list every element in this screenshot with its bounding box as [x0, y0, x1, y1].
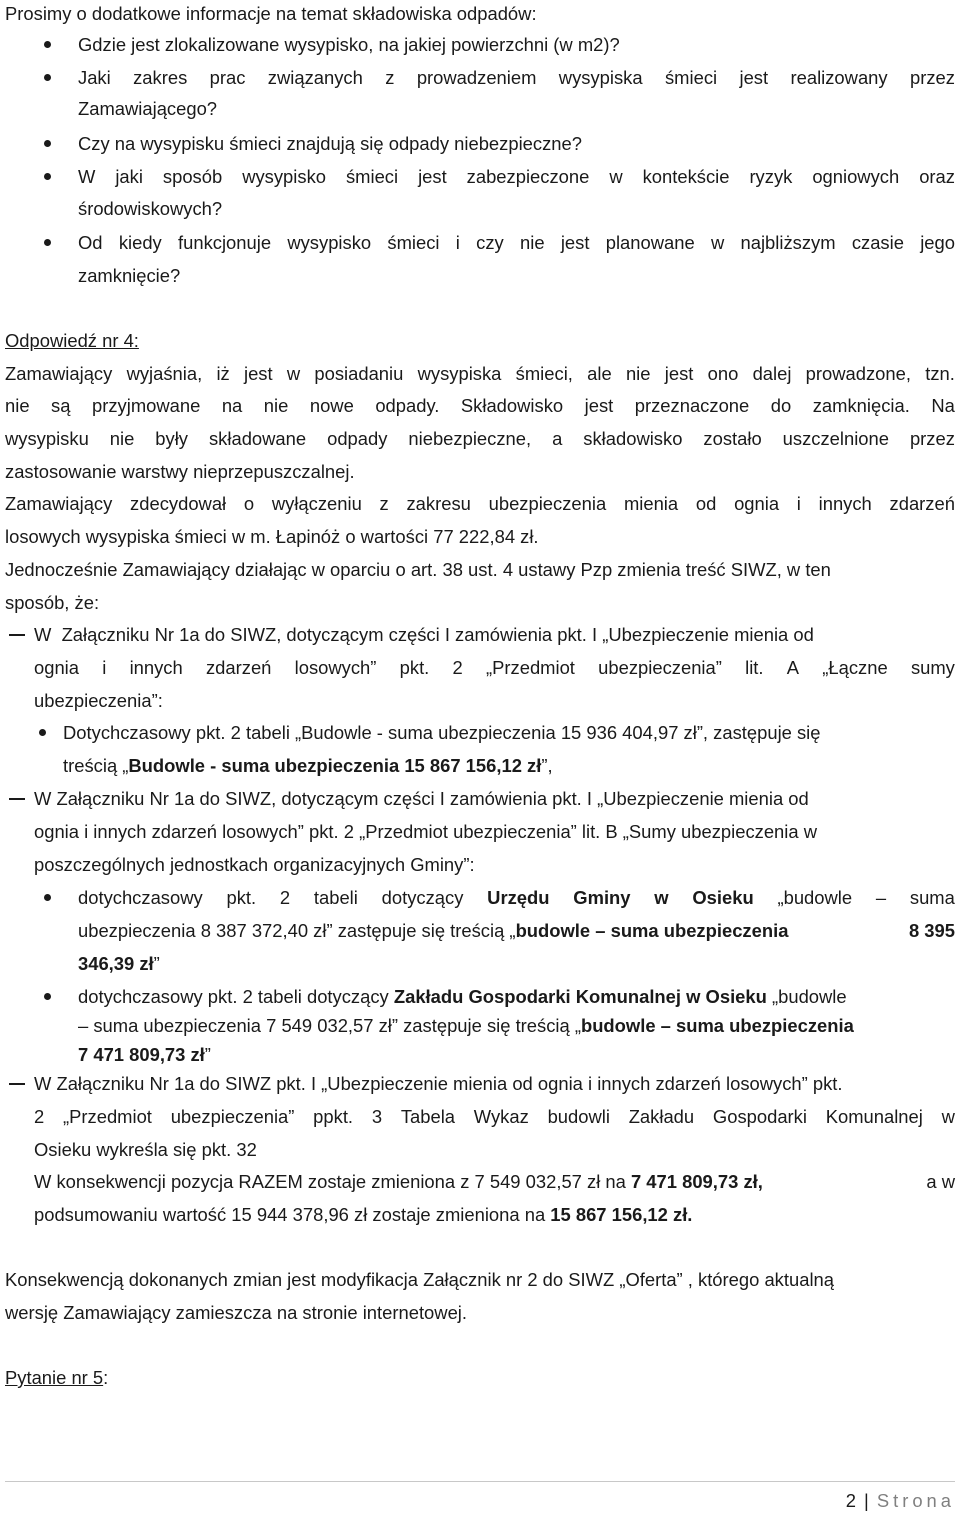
text-run: i [796, 493, 801, 514]
dash-icon [9, 1083, 25, 1085]
page-footer [846, 1490, 955, 1512]
footer-divider [5, 1481, 955, 1482]
bullet-icon [44, 41, 51, 48]
text-run: zakresu [406, 493, 471, 514]
text-run: w [710, 232, 725, 253]
text-run: i [455, 232, 460, 253]
text-run: podsumowaniu wartość 15 944 378,96 zł zostaje zmieniona na [34, 1204, 551, 1225]
text-run: przez [909, 428, 955, 449]
question-2-line-2: Zamawiającego? [78, 98, 218, 119]
text-run: – [875, 887, 887, 908]
text-run: posiadaniu [314, 363, 404, 384]
text-run: 2 [279, 887, 291, 908]
text-run: śmieci, [515, 363, 573, 384]
text-run: czasie [851, 232, 904, 253]
answer-p2-line-1 [5, 493, 955, 515]
text-run: kontekście [642, 166, 730, 187]
text-run: zamknięcia. [812, 395, 910, 416]
text-run: 2 [34, 1106, 45, 1127]
answer-p3-line-2: sposób, że: [5, 592, 100, 613]
text-run: ono [707, 363, 739, 384]
footer-separator: | [864, 1490, 869, 1511]
text-run: ppkt. [313, 1106, 354, 1127]
text-run: śmieci [345, 166, 399, 187]
text-run: ubezpieczenia” [170, 1106, 295, 1127]
answer-p1-line-1 [5, 363, 955, 385]
answer-p1-line-4: zastosowanie warstwy nieprzepuszczalnej. [5, 461, 355, 482]
text-run: prowadzone, [805, 363, 911, 384]
bullet-icon [39, 729, 46, 736]
text-run: a w [926, 1171, 955, 1192]
closing-line-2: wersję Zamawiający zamieszcza na stronie internetowej. [5, 1302, 467, 1323]
text-run: nie [520, 232, 545, 253]
text-run: zdarzeń [205, 657, 272, 678]
text-run: ” [153, 953, 160, 974]
change-2-bullet-1-line-2 [78, 920, 955, 942]
text-run: zakres [133, 67, 188, 88]
text-run: sposób [162, 166, 223, 187]
bold-text: 7 471 809,73 zł [78, 1044, 205, 1065]
closing-line-1 [5, 1269, 955, 1291]
text-run: jest [584, 395, 614, 416]
change-1-line-3: ubezpieczenia”: [34, 690, 163, 711]
text-run: ubezpieczenia 8 387 372,40 zł” zastępuje się treścią „budowle – suma ubezpieczenia [78, 920, 789, 941]
text-run: składowisko [583, 428, 683, 449]
text-run: składowane [208, 428, 307, 449]
text-run: oraz [919, 166, 955, 187]
bold-text: Gminy [573, 887, 631, 908]
change-2-line-1 [34, 788, 955, 810]
text-run: wyjaśnia, [126, 363, 203, 384]
bullet-icon [44, 239, 51, 246]
dash-icon [9, 634, 25, 636]
text-run: funkcjonuje [178, 232, 272, 253]
text-run: jest [418, 166, 447, 187]
question-5-line-1 [78, 232, 955, 254]
page-label: Strona [876, 1490, 955, 1511]
text-run: zdarzeń [889, 493, 955, 514]
text-run: lit. [745, 657, 764, 678]
answer-heading [5, 330, 955, 352]
text-run: wysypisko [287, 232, 372, 253]
question-2-line-1 [78, 67, 955, 89]
next-question-heading-text: Pytanie nr 5 [5, 1367, 104, 1388]
text-run: dotychczasowy [78, 887, 203, 908]
text-run: innych [818, 493, 872, 514]
text-run: W Załączniku Nr 1a do SIWZ, dotyczącym części I zamówienia pkt. I „Ubezpieczenie mienia od [34, 624, 814, 645]
text-run: Od [78, 232, 103, 253]
text-run: odpady. [375, 395, 440, 416]
change-3-line-2 [34, 1106, 955, 1128]
text-run: przeznaczone [634, 395, 750, 416]
text-run: jest [739, 67, 769, 88]
text-run: W Załączniku Nr 1a do SIWZ, dotyczącym części I zamówienia pkt. I „Ubezpieczenie mienia od [34, 788, 809, 809]
text-run: do [770, 395, 792, 416]
text-run: a [552, 428, 563, 449]
bullet-icon [44, 993, 51, 1000]
text-run: ”, [541, 755, 553, 776]
text-run: ogniowych [812, 166, 900, 187]
text-run: zdecydował [130, 493, 227, 514]
text-run: 3 [371, 1106, 383, 1127]
bold-text: 8 395 [908, 920, 955, 941]
bullet-icon [44, 74, 51, 81]
text-run: „budowle [766, 986, 847, 1007]
text-run: Składowisko [460, 395, 564, 416]
next-question-heading [5, 1367, 955, 1389]
question-4-line-1 [78, 166, 955, 188]
text-run: dotychczasowy pkt. 2 tabeli dotyczący [78, 986, 394, 1007]
text-run: ale [587, 363, 612, 384]
text-run: treścią „ [63, 755, 129, 776]
text-run: niebezpieczne, [408, 428, 532, 449]
text-run: ubezpieczenia [488, 493, 607, 514]
bullet-icon [44, 894, 51, 901]
change-3-line-3: Osieku wykreśla się pkt. 32 [34, 1139, 257, 1160]
text-run: dalej [752, 363, 792, 384]
text-run: Na [931, 395, 955, 416]
answer-heading-text: Odpowiedź nr 4: [5, 330, 139, 351]
text-run: W Załączniku Nr 1a do SIWZ pkt. I „Ubezpieczenie mienia od ognia i innych zdarzeń losowych” pkt. [34, 1073, 843, 1094]
change-2-line-2 [34, 821, 955, 843]
bold-text: Osieku [692, 887, 754, 908]
text-run: z [385, 67, 395, 88]
text-run: tzn. [925, 363, 955, 384]
text-run: nowe [309, 395, 354, 416]
text-run: innych [129, 657, 183, 678]
dash-icon [9, 798, 25, 800]
text-run: Zamawiający [5, 363, 113, 384]
text-run: jest [560, 232, 590, 253]
text-run: zostało [703, 428, 762, 449]
text-run: pkt. [399, 657, 430, 678]
change-3-line-4 [34, 1171, 955, 1193]
text-run: iż [216, 363, 230, 384]
text-run: przez [909, 67, 955, 88]
text-run: z [379, 493, 389, 514]
text-run: nie [263, 395, 289, 416]
text-run: są [51, 395, 71, 416]
question-4-line-2: środowiskowych? [78, 198, 223, 219]
bold-text: 7 471 809,73 zł, [630, 1171, 763, 1192]
text-run: tabeli [313, 887, 358, 908]
text-run: czy [476, 232, 504, 253]
text-run: w [941, 1106, 955, 1127]
text-run: wysypisku [5, 428, 89, 449]
text-run: suma [909, 887, 955, 908]
bold-text: budowle – suma ubezpieczenia [515, 920, 789, 941]
text-run: A [786, 657, 800, 678]
change-1-bullet-line-1 [63, 722, 955, 744]
change-3-line-1 [34, 1073, 955, 1095]
bold-text: 346,39 zł [78, 953, 154, 974]
change-2-line-3: poszczególnych jednostkach organizacyjnych Gminy”: [34, 854, 475, 875]
text-run: śmieci [387, 232, 440, 253]
text-run: były [155, 428, 189, 449]
text-run: jest [243, 363, 273, 384]
text-run: ” [204, 1044, 211, 1065]
text-run: wyłączeniu [271, 493, 362, 514]
text-run: i [102, 657, 107, 678]
text-run: nie [625, 363, 651, 384]
question-3: Czy na wysypisku śmieci znajdują się odpady niebezpieczne? [78, 133, 582, 154]
text-run: zabezpieczone [466, 166, 590, 187]
bold-text: Zakładu Gospodarki Komunalnej w Osieku [393, 986, 767, 1007]
text-run: uszczelnione [782, 428, 889, 449]
answer-p3-line-1 [5, 559, 955, 581]
text-run: realizowany [790, 67, 888, 88]
text-run: „budowle [777, 887, 853, 908]
text-run: budowli [547, 1106, 610, 1127]
text-run: nie [5, 395, 30, 416]
text-run: w [609, 166, 623, 187]
text-run: jest [664, 363, 694, 384]
text-run: 2 [452, 657, 463, 678]
answer-p1-line-2 [5, 395, 955, 417]
text-run: najbliższym [740, 232, 836, 253]
text-run: losowych” [294, 657, 377, 678]
change-1-line-2 [34, 657, 955, 679]
text-run: Zamawiający [5, 493, 113, 514]
next-question-heading-colon: : [103, 1367, 109, 1388]
text-run: „Przedmiot [63, 1106, 152, 1127]
change-2-bullet-1-line-3 [78, 953, 955, 975]
text-run: w [286, 363, 301, 384]
bullet-icon [44, 173, 51, 180]
change-2-bullet-1-line-1 [78, 887, 955, 909]
text-run: wysypisko [242, 166, 326, 187]
text-run: wysypiska [558, 67, 643, 88]
text-run: jego [920, 232, 955, 253]
text-run: Zakładu [628, 1106, 695, 1127]
page-number: 2 [845, 1490, 857, 1511]
change-2-bullet-2-line-1 [78, 986, 955, 1008]
change-3-line-5 [34, 1204, 955, 1226]
bullet-icon [44, 140, 51, 147]
text-run: W [78, 166, 96, 187]
answer-p2-line-2: losowych wysypiska śmieci w m. Łapinóż o wartości 77 222,84 zł. [5, 526, 539, 547]
bold-text: 15 867 156,12 zł. [550, 1204, 693, 1225]
text-run: kiedy [118, 232, 162, 253]
text-run: jaki [115, 166, 143, 187]
text-run: sumy [910, 657, 955, 678]
change-1-line-1 [34, 624, 955, 646]
bold-text: Urzędu [487, 887, 550, 908]
text-run: Jaki [78, 67, 111, 88]
text-run: „Przedmiot [486, 657, 575, 678]
text-run: śmieci [664, 67, 718, 88]
text-run: Dotychczasowy pkt. 2 tabeli „Budowle - suma ubezpieczenia 15 936 404,97 zł”, zastępuje się [63, 722, 821, 743]
change-2-bullet-2-line-2 [78, 1015, 955, 1037]
text-run: nie [109, 428, 135, 449]
text-run: wysypiska [417, 363, 502, 384]
text-run: W konsekwencji pozycja RAZEM zostaje zmieniona z 7 549 032,57 zł na 7 471 809,73 zł, [34, 1171, 763, 1192]
text-run: ubezpieczenia” [598, 657, 722, 678]
text-run: Jednocześnie Zamawiający działając w oparciu o art. 38 ust. 4 ustawy Pzp zmienia treść SIWZ, w ten [5, 559, 831, 580]
text-run: – suma ubezpieczenia 7 549 032,57 zł” zastępuje się treścią „ [78, 1015, 581, 1036]
text-run: od [695, 493, 717, 514]
bold-text: w [654, 887, 669, 908]
text-run: dotyczący [381, 887, 464, 908]
text-run: Konsekwencją dokonanych zmian jest modyfikacja Załącznik nr 2 do SIWZ „Oferta” , którego aktualną [5, 1269, 834, 1290]
text-run: Tabela [400, 1106, 456, 1127]
text-run: przyjmowane [91, 395, 201, 416]
text-run: ognia i innych zdarzeń losowych” pkt. 2 „Przedmiot ubezpieczenia” lit. B „Sumy ubezpieczenia w [34, 821, 817, 842]
bold-text: Budowle - suma ubezpieczenia 15 867 156,12 zł [128, 755, 542, 776]
text-run: mienia [623, 493, 679, 514]
text-run: prowadzeniem [416, 67, 537, 88]
text-run: ryzyk [749, 166, 793, 187]
text-run: planowane [605, 232, 695, 253]
text-run: Wykaz [473, 1106, 529, 1127]
change-2-bullet-2-line-3 [78, 1044, 955, 1066]
text-run: ognia [734, 493, 780, 514]
intro-text: Prosimy o dodatkowe informacje na temat składowiska odpadów: [5, 3, 537, 24]
text-run: pkt. [226, 887, 257, 908]
text-run: o [243, 493, 255, 514]
text-run: odpady [327, 428, 388, 449]
question-1: Gdzie jest zlokalizowane wysypisko, na jakiej powierzchni (w m2)? [78, 34, 620, 55]
change-1-bullet-line-2 [63, 755, 955, 777]
text-run: ognia [34, 657, 79, 678]
text-run: „Łączne [822, 657, 888, 678]
text-run: związanych [267, 67, 363, 88]
text-run: prac [209, 67, 246, 88]
answer-p1-line-3 [5, 428, 955, 450]
question-5-line-2: zamknięcie? [78, 265, 181, 286]
text-run: na [221, 395, 243, 416]
bold-text: budowle – suma ubezpieczenia [580, 1015, 854, 1036]
text-run: Komunalnej [825, 1106, 923, 1127]
text-run: Gospodarki [712, 1106, 807, 1127]
